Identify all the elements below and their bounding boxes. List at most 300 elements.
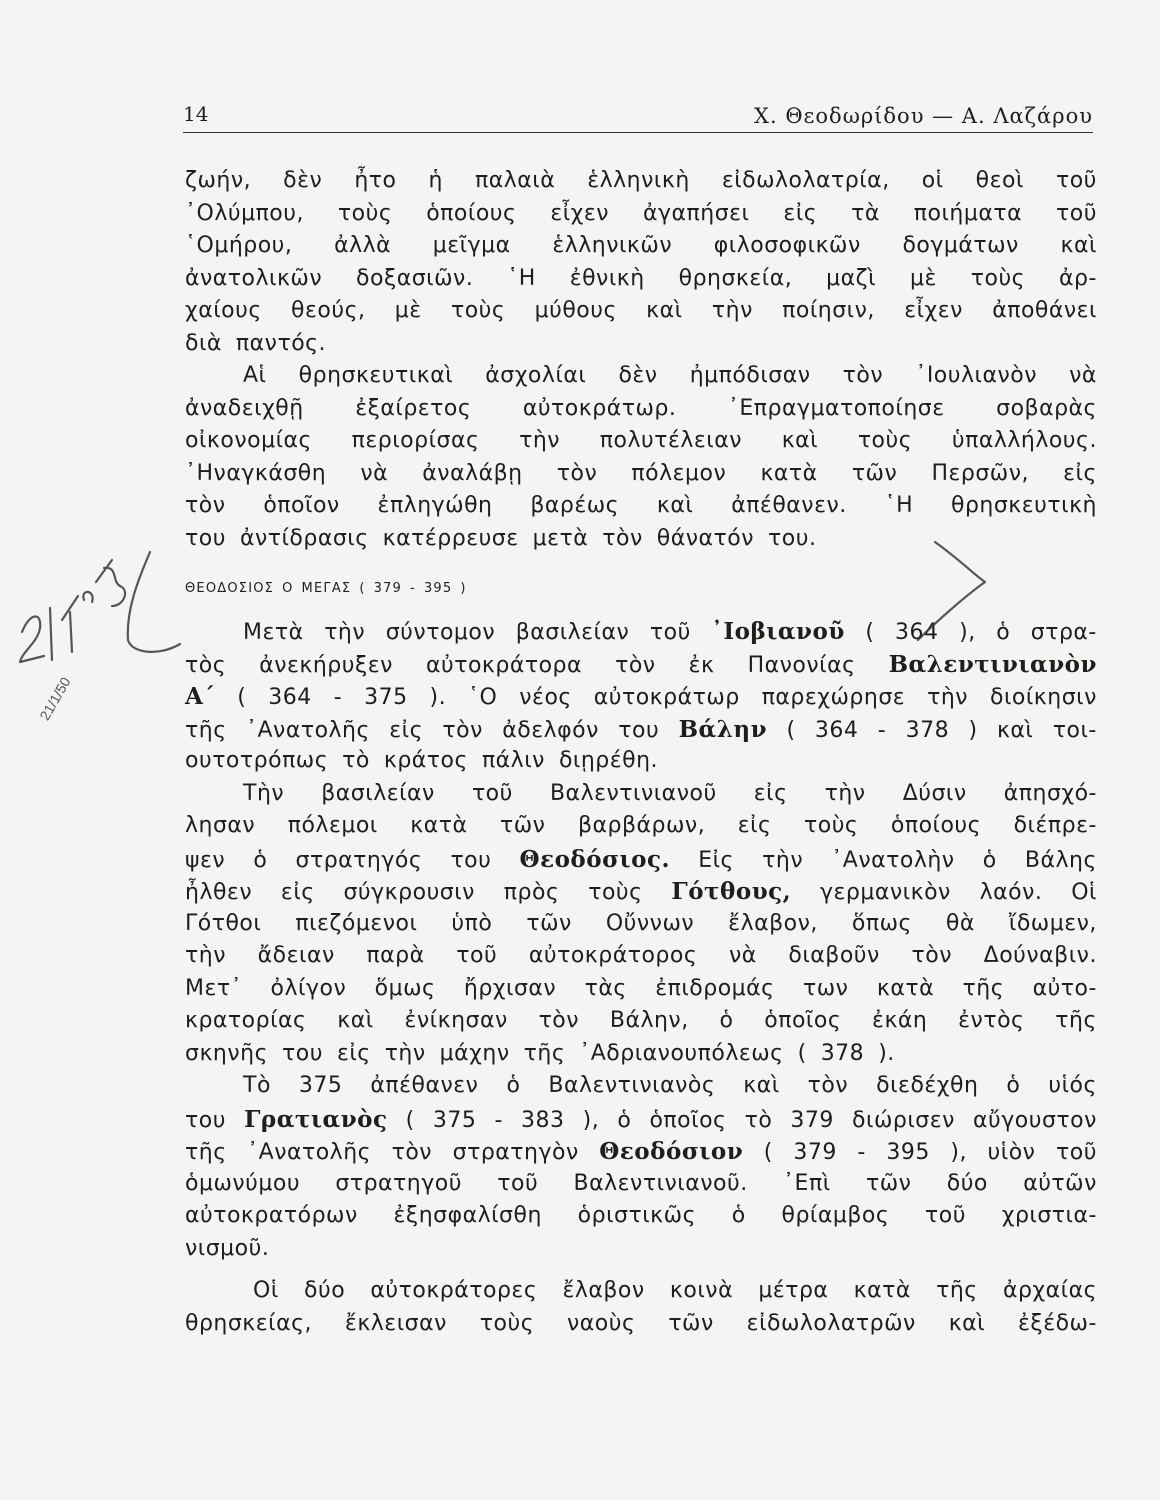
text-line — [185, 651, 1097, 684]
word: τὸν — [556, 460, 598, 486]
word: μάχην — [439, 1040, 510, 1066]
word: τοῦ — [649, 620, 691, 645]
word: ποιήματα — [913, 200, 1023, 226]
word: παρὰ — [366, 943, 425, 968]
word: ὁ — [982, 847, 997, 873]
text-line — [185, 331, 1097, 364]
word: 379 — [790, 1107, 834, 1133]
word: τοὺς — [857, 428, 913, 453]
word: του — [618, 717, 660, 743]
word: παλαιὰ — [475, 168, 556, 193]
word: τῆς — [523, 1040, 566, 1066]
word: ῾Η — [507, 265, 536, 291]
word: υἱὸν — [987, 1140, 1036, 1165]
text-line — [185, 298, 1097, 331]
word: ἄδειαν — [257, 943, 335, 968]
word: Αἱ — [243, 363, 267, 388]
word: θεοὶ — [975, 168, 1024, 193]
word: μετὰ — [532, 525, 589, 551]
word: χαίους — [185, 298, 262, 323]
text-line — [185, 748, 1097, 781]
word: 395 — [886, 1140, 930, 1165]
word: Οὔννων — [605, 910, 695, 936]
heading-word: ΘΕΟΔΟΣΙΟΣ — [185, 580, 275, 596]
word: φιλοσοφικῶν — [713, 233, 861, 258]
word: πιεζόμενοι — [295, 910, 418, 936]
word: ὁ — [617, 1107, 632, 1133]
word: ( — [763, 1140, 773, 1165]
word: ( — [786, 717, 796, 743]
word: τοῦ — [925, 1203, 966, 1228]
heading-word: ( — [359, 580, 366, 596]
running-head: Χ. Θεοδωρίδου — Α. Λαζάρου — [754, 104, 1093, 128]
word: Οἱ — [1071, 880, 1097, 905]
text-line — [185, 1008, 1097, 1041]
text-line — [185, 1138, 1097, 1171]
word: καὶ — [337, 1008, 374, 1033]
word: τοῦ — [471, 780, 513, 806]
text-line — [185, 1236, 1097, 1269]
word: ἠμπόδισαν — [689, 363, 811, 388]
word: ἐθνικὴ — [569, 265, 645, 291]
word: μαζὶ — [826, 265, 877, 291]
word: ἐκ — [688, 652, 715, 678]
text-line — [185, 1311, 1097, 1344]
word: 375 — [298, 1073, 343, 1098]
word: ( — [237, 685, 247, 710]
word: πολυτέλειαν — [599, 428, 743, 453]
word: πόλεμοι — [287, 813, 378, 838]
word: καὶ — [1060, 233, 1097, 258]
word: καὶ — [996, 717, 1034, 743]
word: ἀλλὰ — [334, 233, 392, 258]
word: τὸν — [911, 943, 952, 968]
word: του — [185, 525, 226, 551]
word: ποίησιν, — [782, 298, 875, 323]
word: διὰ — [185, 330, 222, 356]
text-line — [185, 461, 1097, 494]
text-line — [185, 1203, 1097, 1236]
word: τῆς — [185, 1140, 227, 1165]
word: ) — [968, 717, 978, 743]
word: Βαλεντινιανοῦ — [549, 780, 717, 806]
word: τοῦ — [497, 1170, 539, 1196]
word: ᾿Επραγματοποίησε — [727, 395, 945, 421]
word: διῃρέθη. — [558, 748, 659, 773]
word: ( — [797, 1040, 807, 1066]
word: ᾿Ιουλιανὸν — [915, 363, 1037, 388]
word: ἀνεκήρυξεν — [259, 652, 393, 678]
word: τοὺς — [803, 813, 859, 838]
text-line — [185, 266, 1097, 299]
word: σύγκρουσιν — [343, 880, 475, 905]
word: τῶν — [668, 1310, 714, 1336]
word: ὁ — [996, 620, 1011, 645]
word: καὶ — [656, 493, 694, 518]
word: τῆς — [185, 717, 227, 743]
word: δύο — [304, 1278, 346, 1303]
word: εἶχεν — [550, 200, 610, 226]
word: πάλιν — [481, 748, 545, 773]
word: ἀναδειχθῇ — [185, 395, 304, 421]
word: Τὴν — [243, 780, 285, 806]
word: ὁποῖος — [649, 1107, 727, 1133]
text-line — [185, 911, 1097, 944]
word: ἐπιδρομάς — [655, 975, 775, 1001]
text-line — [185, 716, 1097, 749]
word: Εἰς — [698, 847, 734, 873]
word: μεῖγμα — [432, 233, 511, 258]
word: καὶ — [646, 298, 683, 323]
word: τῶν — [865, 1170, 912, 1196]
word: τὸν — [615, 652, 656, 678]
word: κατὰ — [853, 1278, 911, 1303]
word: ᾿Ανατολῆς — [247, 1140, 372, 1165]
word: διοίκησιν — [990, 685, 1097, 710]
word: τὸν — [842, 363, 884, 388]
heading-word: 379 — [373, 580, 403, 596]
word: παρεχώρησε — [761, 685, 906, 710]
word: νὰ — [1069, 363, 1097, 388]
word: θεούς, — [291, 298, 366, 323]
word: αὐτῶν — [1023, 1170, 1097, 1196]
word: ἐνίκησαν — [404, 1008, 508, 1033]
word: τοὺς — [337, 200, 393, 226]
word: εἰς — [753, 780, 788, 806]
word: πόλεμον — [631, 460, 727, 486]
word: τοῦ — [1055, 168, 1097, 193]
word: δοξασιῶν. — [356, 265, 474, 291]
word: 378 — [820, 1040, 865, 1066]
word: 375 — [364, 685, 408, 710]
word: ναοὺς — [567, 1310, 636, 1336]
word: μὲ — [909, 265, 937, 291]
word: ὀλίγον — [270, 975, 347, 1001]
word: 364 — [814, 717, 859, 743]
word: ὁ — [506, 1073, 521, 1098]
word: μὲ — [394, 298, 422, 323]
heading-word: 395 — [423, 580, 453, 596]
section-heading — [185, 568, 1097, 608]
text-line — [185, 363, 1097, 396]
word: θρησκευτικαὶ — [298, 363, 454, 388]
word: εἰς — [783, 200, 818, 226]
word: ᾿Ολύμπου, — [185, 200, 304, 226]
word: αὐτοκράτορος — [528, 943, 698, 968]
word: ᾿Ανατολῆς — [245, 717, 370, 743]
word: ὁμωνύμου — [185, 1170, 301, 1196]
word: ἴδωμεν, — [1008, 910, 1097, 936]
word: Θεοδόσιος. — [519, 845, 671, 873]
word: 364 — [895, 620, 939, 645]
word: τὴν — [519, 428, 561, 453]
word: τὸν — [391, 1140, 433, 1165]
word: τὰς — [584, 975, 627, 1001]
word: του — [185, 1107, 226, 1133]
word: τὴν — [384, 1040, 426, 1066]
word: αὐτοκράτορα — [425, 652, 583, 678]
word: εἰς — [1063, 460, 1097, 486]
word: Γρατιανὸς — [244, 1105, 388, 1133]
text-line — [185, 618, 1097, 651]
word: ἀπέθανεν — [370, 1073, 479, 1098]
word: δύο — [946, 1170, 988, 1196]
word: Βαλεντινιανὸν — [888, 650, 1097, 678]
word: νέος — [519, 685, 572, 710]
word: ὁποίους — [426, 200, 517, 226]
page-header — [183, 96, 1093, 136]
text-line — [185, 781, 1097, 814]
word: ὁποῖος — [764, 1008, 842, 1033]
word: θρησκευτικὴ — [951, 493, 1097, 518]
word: του — [282, 1040, 323, 1066]
word: Βάλης — [1024, 847, 1097, 873]
word: βασιλείαν — [321, 780, 435, 806]
paragraph-gap — [185, 608, 1097, 618]
word: 375 — [432, 1107, 477, 1133]
word: σκηνῆς — [185, 1040, 268, 1066]
word: ἐπληγώθη — [377, 493, 493, 518]
word: σοβαρὰς — [996, 395, 1097, 421]
word: χριστια- — [1001, 1203, 1097, 1228]
word: ᾿Ηναγκάσθη — [185, 460, 327, 486]
word: αὐτο- — [1032, 975, 1097, 1001]
word: 383 — [521, 1107, 565, 1133]
word: Μετ᾿ — [185, 975, 243, 1001]
word: βασιλείαν — [515, 620, 630, 645]
text-line — [185, 878, 1097, 911]
word: διέπρε- — [1013, 813, 1097, 838]
word: εἰδωλολατρῶν — [746, 1310, 916, 1336]
word: στρατηγὸν — [452, 1140, 579, 1165]
word: ὑπαλλήλους. — [951, 428, 1097, 453]
word: του. — [768, 525, 817, 551]
word: ἐξησφαλίσθη — [393, 1203, 542, 1228]
word: στρατηγοῦ — [335, 1170, 462, 1196]
word: θρησκεία, — [678, 265, 793, 291]
text-line — [185, 168, 1097, 201]
word: αὐτοκράτωρ — [593, 685, 740, 710]
word: νὰ — [728, 943, 757, 968]
word: τοὺς — [588, 880, 643, 905]
word: νισμοῦ. — [185, 1235, 270, 1261]
heading-word: ) — [460, 580, 467, 596]
word: τοὺς — [450, 298, 506, 323]
word: ὅπως — [851, 910, 912, 936]
word: ), — [959, 620, 976, 645]
word: τῶν — [500, 813, 546, 838]
word: τὴν — [185, 943, 226, 968]
word: Περσῶν, — [931, 460, 1029, 486]
word: βαρέως — [530, 493, 620, 518]
text-line — [185, 526, 1097, 559]
word: ὁ — [253, 847, 268, 873]
word: τοὺς — [970, 265, 1026, 291]
word: τῆς — [1055, 1008, 1097, 1033]
body-text — [185, 168, 1097, 1343]
word: ( — [405, 1107, 415, 1133]
word: δογμάτων — [902, 233, 1019, 258]
word: καὶ — [948, 1310, 986, 1336]
word: ζωήν, — [185, 168, 252, 193]
word: ὁ — [731, 1203, 746, 1228]
word: ἑλληνικῶν — [552, 233, 673, 258]
word: ἐκάη — [872, 1008, 928, 1033]
word: Βάλην — [678, 715, 768, 743]
text-line — [185, 201, 1097, 234]
word: ψεν — [185, 847, 226, 873]
word: 378 — [905, 717, 950, 743]
word: ὁποίους — [890, 813, 982, 838]
word: ῾Ο — [468, 685, 498, 710]
word: τὰ — [851, 200, 880, 226]
word: ( — [865, 620, 875, 645]
heading-word: ΜΕΓΑΣ — [301, 580, 352, 596]
word: 379 — [793, 1140, 837, 1165]
word: τοῦ — [1056, 1140, 1097, 1165]
word: κρατορίας — [185, 1008, 307, 1033]
word: τὸ — [744, 1107, 773, 1133]
paragraph-gap — [185, 558, 1097, 568]
word: 364 — [268, 685, 312, 710]
word: τὸς — [185, 652, 227, 678]
word: τῆς — [936, 1278, 978, 1303]
word: τοι- — [1052, 717, 1097, 743]
word: τὸν — [185, 493, 226, 518]
word: - — [333, 685, 343, 710]
word: ), — [950, 1140, 967, 1165]
word: ἡ — [428, 168, 443, 193]
word: διεδέχθη — [876, 1073, 979, 1098]
word: τὸ — [342, 748, 370, 773]
word: τὸν — [538, 1008, 580, 1033]
word: καὶ — [781, 428, 819, 453]
word: ἐξαίρετος — [355, 395, 472, 421]
word: καὶ — [743, 1073, 780, 1098]
word: δὲν — [283, 168, 323, 193]
word: θρησκείας, — [185, 1310, 313, 1336]
word: τῶν — [526, 910, 572, 936]
word: τοῦ — [1056, 200, 1097, 226]
word: ῾Η — [884, 493, 914, 518]
word: Μετὰ — [243, 620, 304, 645]
word: Βαλεντινιανοῦ. — [573, 1170, 748, 1196]
text-line — [185, 683, 1097, 716]
word: εἰς — [280, 880, 315, 905]
word: ᾿Αδριανουπόλεως — [579, 1040, 784, 1066]
word: τὸν — [807, 1073, 849, 1098]
word: ὁ — [1006, 1073, 1021, 1098]
word: ἀδελφόν — [502, 717, 599, 743]
word: εἰς — [737, 813, 772, 838]
word: Γότθους, — [671, 878, 792, 905]
text-line — [185, 233, 1097, 266]
word: λησαν — [185, 813, 256, 838]
word: του — [450, 847, 492, 873]
word: κατέρρευσε — [382, 525, 519, 551]
word: τὴν — [824, 780, 866, 806]
word: Οἱ — [253, 1278, 279, 1303]
word: ἀρχαίας — [1002, 1278, 1097, 1303]
word: θρίαμβος — [781, 1203, 890, 1228]
word: θάνατόν — [656, 525, 755, 551]
word: κοινὰ — [669, 1278, 734, 1303]
word: Γότθοι — [185, 910, 262, 936]
text-line — [185, 1073, 1097, 1106]
word: Πανονίας — [747, 652, 856, 678]
word: ἀγαπήσει — [643, 200, 750, 226]
word: ᾿Ιοβιανοῦ — [711, 618, 845, 645]
word: μέτρα — [758, 1278, 829, 1303]
word: ἔκλεισαν — [344, 1310, 447, 1336]
word: εἰς — [336, 1040, 371, 1066]
word: αὐτοκρατόρων — [185, 1203, 358, 1228]
word: - — [857, 1140, 866, 1165]
word: Τὸ — [243, 1073, 271, 1098]
word: στρα- — [1030, 620, 1097, 645]
word: ). — [429, 685, 447, 710]
text-line — [185, 976, 1097, 1009]
word: ἐντὸς — [958, 1008, 1025, 1033]
word: ᾿Ανατολὴν — [831, 847, 955, 873]
annotation-date: 21/1/50 — [36, 674, 74, 723]
word: γερμανικὸν — [820, 880, 951, 905]
word: ἀποθάνει — [992, 298, 1097, 323]
word: ἐξέδω- — [1018, 1310, 1097, 1336]
word: ἔλαβον, — [728, 910, 818, 936]
word: ). — [878, 1040, 895, 1066]
word: Θεοδόσιον — [599, 1138, 744, 1165]
word: ἑλληνικὴ — [587, 168, 690, 193]
word: τὴν — [711, 298, 753, 323]
word: βαρβάρων, — [577, 813, 706, 838]
word: ὁποῖον — [263, 493, 340, 518]
word: νὰ — [360, 460, 389, 486]
word: τοὺς — [479, 1310, 535, 1336]
text-line — [185, 943, 1097, 976]
word: στρατηγός — [295, 847, 423, 873]
heading-word: - — [410, 580, 416, 596]
word: ἀνατολικῶν — [185, 265, 323, 291]
word: τοῦ — [456, 943, 498, 968]
text-line — [185, 428, 1097, 461]
word: τὸν — [602, 525, 643, 551]
word: των — [803, 975, 849, 1001]
word: ἀπησχό- — [1003, 780, 1097, 806]
word: ἀναλάβῃ — [422, 460, 523, 486]
word: υἱός — [1048, 1073, 1097, 1098]
word: Δούναβιν. — [983, 943, 1097, 968]
word: πρὸς — [503, 880, 560, 905]
word: κράτος — [383, 748, 468, 773]
word: σύντομον — [385, 620, 496, 645]
word: Α΄ — [185, 683, 216, 710]
word: Δύσιν — [902, 780, 967, 806]
word: εἰς — [389, 717, 424, 743]
word: Βάλην, — [609, 1008, 689, 1033]
word: κατὰ — [760, 460, 818, 486]
word: θὰ — [945, 910, 975, 936]
word: ῾Ομήρου, — [185, 233, 293, 258]
word: ἀρ- — [1059, 265, 1097, 291]
word: ᾿Επὶ — [783, 1170, 831, 1196]
word: τῶν — [851, 460, 898, 486]
word: οἰκονομίας — [185, 428, 312, 453]
word: κατὰ — [410, 813, 468, 838]
word: λαόν. — [979, 880, 1043, 905]
word: ἦλθεν — [185, 880, 253, 905]
text-line — [185, 813, 1097, 846]
